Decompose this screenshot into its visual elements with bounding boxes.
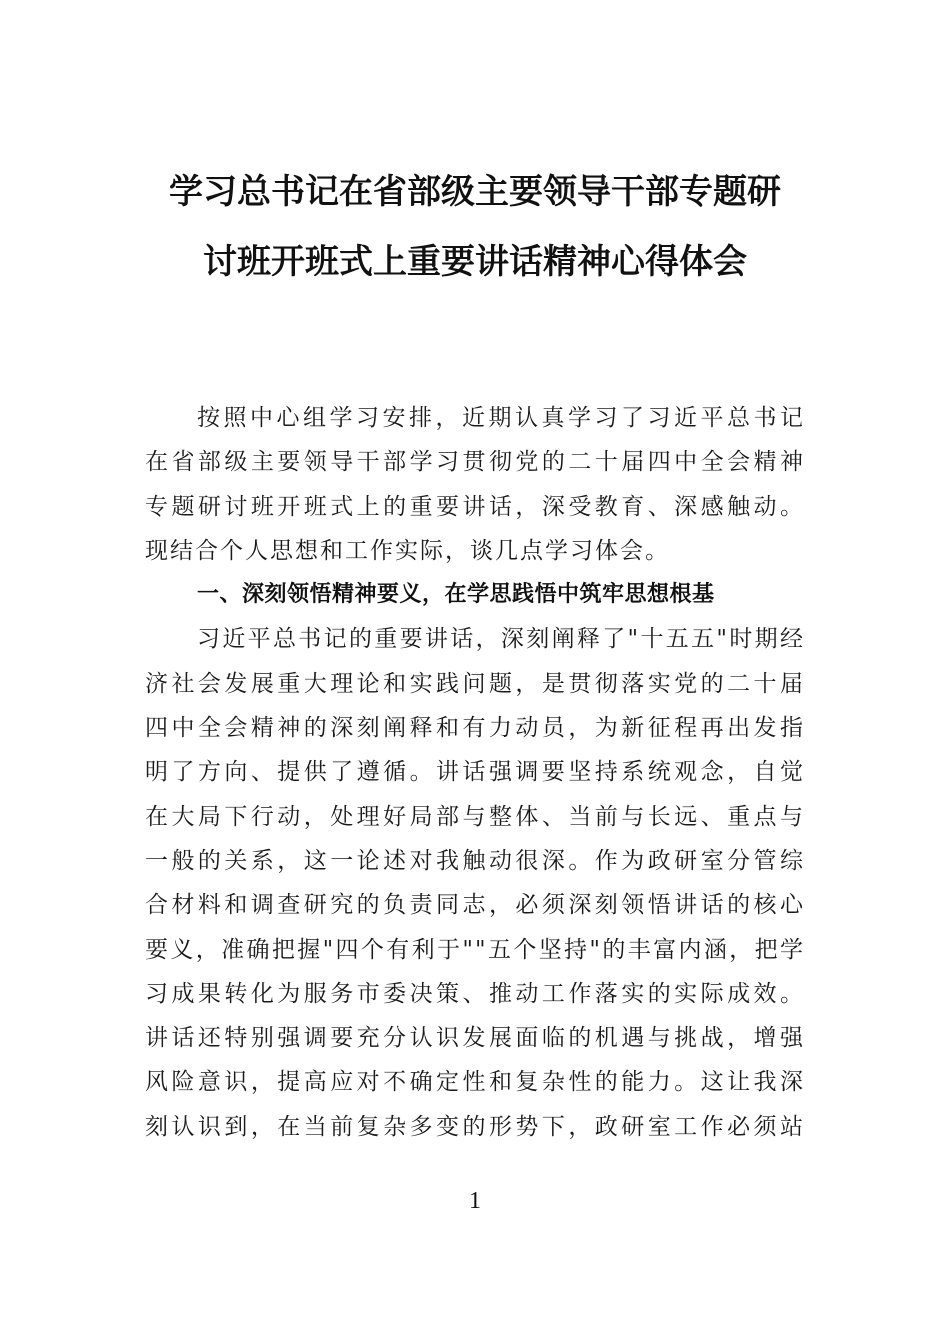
paragraph-1-line-2: 在省部级主要领导干部学习贯彻党的二十届四中全会精神 xyxy=(145,449,805,476)
paragraph-2-line-1: 习近平总书记的重要讲话，深刻阐释了"十五五"时期经 xyxy=(197,626,805,653)
paragraph-1-line-4: 现结合个人思想和工作实际，谈几点学习体会。 xyxy=(145,537,670,564)
paragraph-2-line-3: 四中全会精神的深刻阐释和有力动员，为新征程再出发指 xyxy=(145,715,805,742)
page-number: 1 xyxy=(469,1188,481,1214)
paragraph-1-line-3: 专题研讨班开班式上的重要讲话，深受教育、深感触动。 xyxy=(145,493,805,520)
paragraph-2-line-5: 在大局下行动，处理好局部与整体、当前与长远、重点与 xyxy=(145,803,805,830)
paragraph-2-line-9: 习成果转化为服务市委决策、推动工作落实的实际成效。 xyxy=(145,980,805,1007)
paragraph-2-line-7: 合材料和调查研究的负责同志，必须深刻领悟讲话的核心 xyxy=(145,892,805,919)
document-body xyxy=(145,396,805,1149)
paragraph-2-line-11: 风险意识，提高应对不确定性和复杂性的能力。这让我深 xyxy=(145,1069,805,1096)
document-title-line-1: 学习总书记在省部级主要领导干部专题研 xyxy=(169,172,781,212)
paragraph-2-line-6: 一般的关系，这一论述对我触动很深。作为政研室分管综 xyxy=(145,847,805,874)
paragraph-2-line-2: 济社会发展重大理论和实践问题，是贯彻落实党的二十届 xyxy=(145,670,805,697)
section-heading-1: 一、深刻领悟精神要义，在学思践悟中筑牢思想根基 xyxy=(197,582,715,608)
paragraph-2-line-10: 讲话还特别强调要充分认识发展面临的机遇与挑战，增强 xyxy=(145,1025,805,1052)
paragraph-2-line-12: 刻认识到，在当前复杂多变的形势下，政研室工作必须站 xyxy=(145,1113,805,1140)
paragraph-2-line-4: 明了方向、提供了遵循。讲话强调要坚持系统观念，自觉 xyxy=(145,759,805,786)
paragraph-2-line-8: 要义，准确把握"四个有利于""五个坚持"的丰富内涵，把学 xyxy=(145,936,805,963)
document-title-line-2: 讨班开班式上重要讲话精神心得体会 xyxy=(203,242,747,282)
paragraph-1-line-1: 按照中心组学习安排，近期认真学习了习近平总书记 xyxy=(197,405,805,431)
